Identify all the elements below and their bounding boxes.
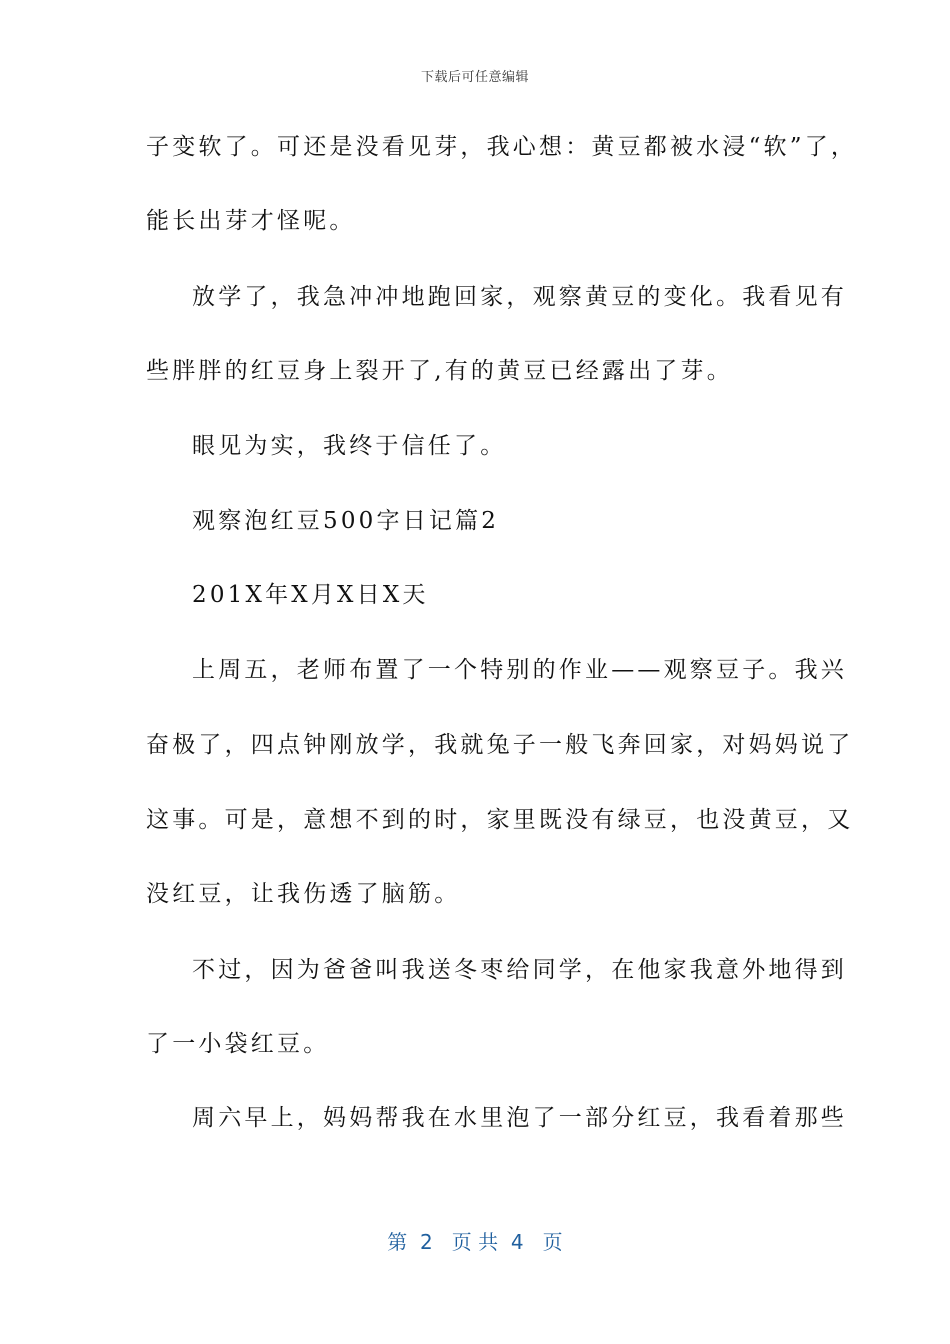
text-line: 没红豆，让我伤透了脑筋。	[146, 881, 461, 907]
text-line: 了一小袋红豆。	[146, 1031, 330, 1057]
paragraph-start-line: 上周五，老师布置了一个特别的作业——观察豆子。我兴	[192, 657, 847, 683]
text-line: 这事。可是，意想不到的时，家里既没有绿豆，也没黄豆，又	[146, 807, 854, 833]
section-heading: 观察泡红豆500字日记篇2	[192, 508, 500, 534]
text-line: 能长出芽才怪呢。	[146, 208, 356, 234]
paragraph-start-line: 眼见为实，我终于信任了。	[192, 433, 507, 459]
date-line: 201X年X月X日X天	[192, 582, 429, 608]
page-number-footer: 第 2 页 共 4 页	[387, 1230, 563, 1254]
text-line: 些胖胖的红豆身上裂开了,有的黄豆已经露出了芽。	[146, 358, 733, 384]
text-line: 子变软了。可还是没看见芽，我心想：黄豆都被水浸“软”了，	[146, 134, 858, 160]
paragraph-start-line: 放学了，我急冲冲地跑回家，观察黄豆的变化。我看见有	[192, 284, 847, 310]
text-line: 奋极了，四点钟刚放学，我就兔子一般飞奔回家，对妈妈说了	[146, 732, 854, 758]
paragraph-start-line: 不过，因为爸爸叫我送冬枣给同学，在他家我意外地得到	[192, 957, 847, 983]
paragraph-start-line: 周六早上，妈妈帮我在水里泡了一部分红豆，我看着那些	[192, 1105, 847, 1131]
header-note: 下载后可任意编辑	[420, 70, 529, 85]
